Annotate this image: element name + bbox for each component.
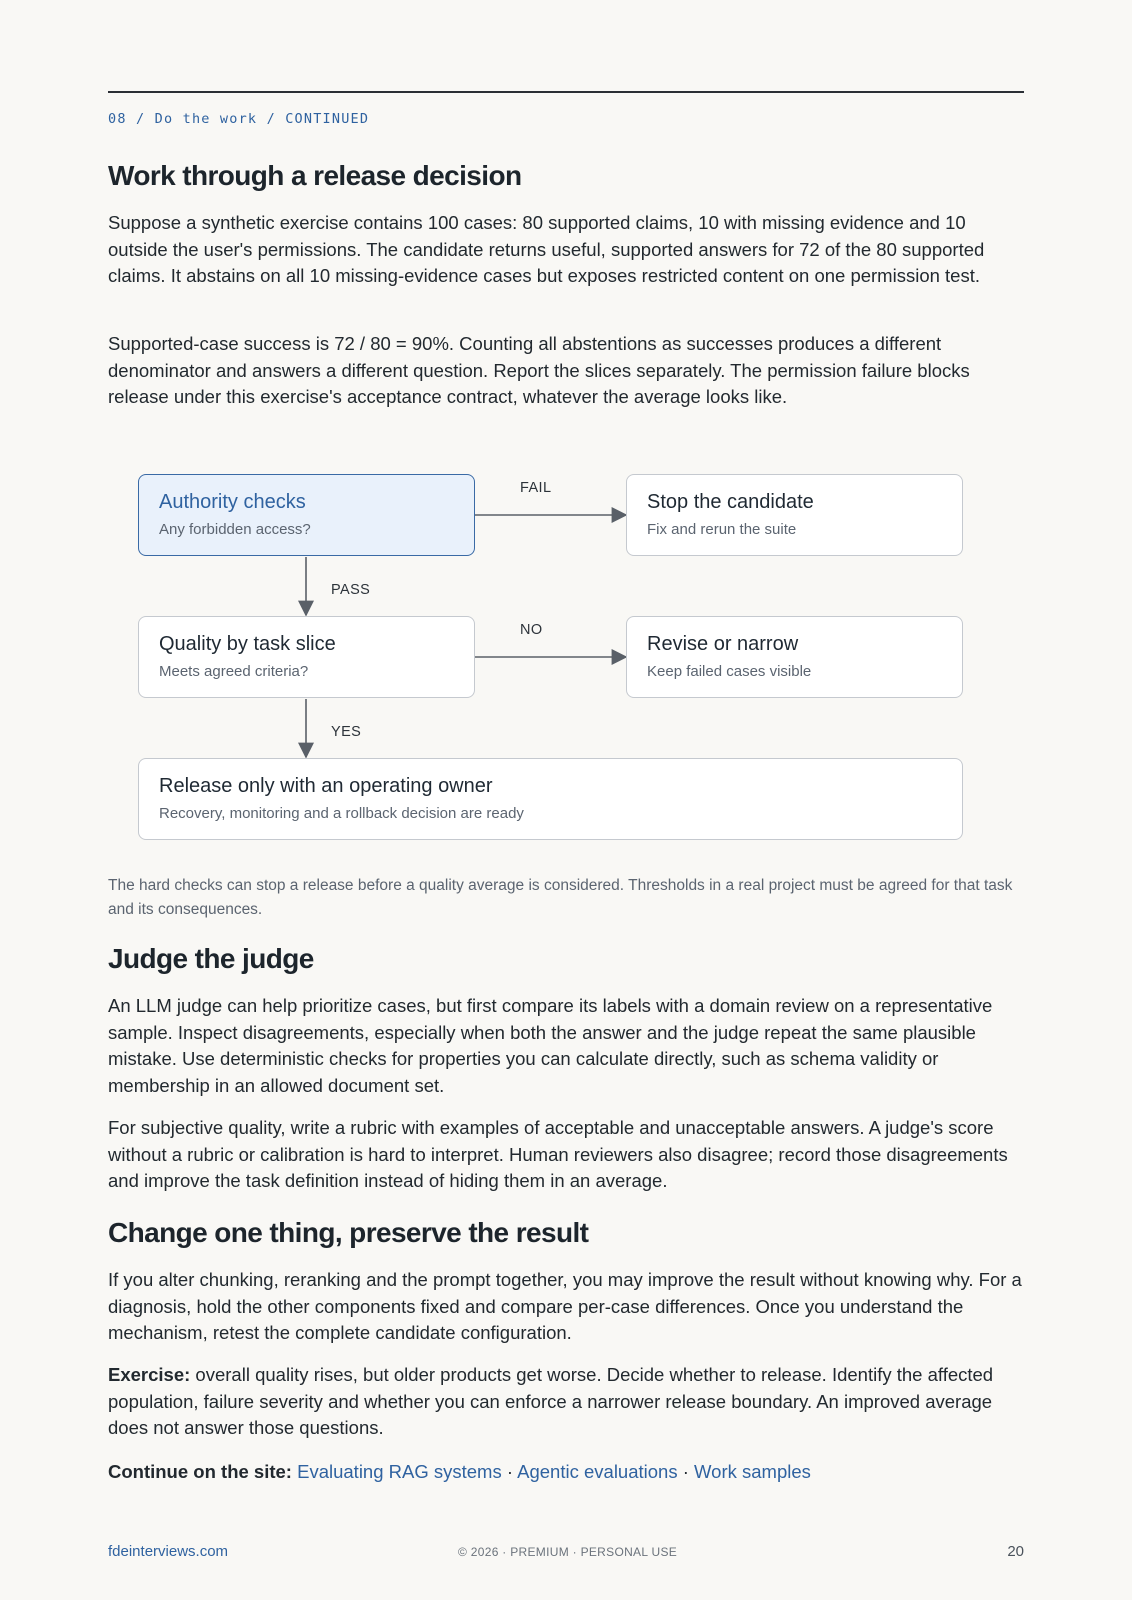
heading-change-one-thing: Change one thing, preserve the result <box>108 1217 589 1248</box>
node-quality-subtitle: Meets agreed criteria? <box>159 663 309 680</box>
link-agentic-evaluations[interactable]: Agentic evaluations <box>517 1461 678 1482</box>
link-separator: · <box>677 1461 695 1482</box>
label-no: NO <box>520 622 543 638</box>
paragraph-synthetic-exercise: Suppose a synthetic exercise contains 100 cases: 80 supported claims, 10 with missing evidence and 10 outside the user's permissions. The candidate returns useful, supported answers for 72 of the 80 supported claims. It abstains on all 10 missing-evidence cases but exposes restricted content on one permission test. <box>108 212 985 286</box>
paragraph-supported-success: Supported-case success is 72 / 80 = 90%. Counting all abstentions as successes produces a different denominator and answers a different question. Report the slices separately. The permission failure blocks release under this exercise's acceptance contract, whatever the average looks like. <box>108 333 970 407</box>
label-yes: YES <box>331 724 362 740</box>
link-evaluating-rag[interactable]: Evaluating RAG systems <box>297 1461 502 1482</box>
exercise-text: overall quality rises, but older products get worse. Decide whether to release. Identify the affected population, failure severity and whether you can enforce a narrower release boundary. An improved average does not answer those questions. <box>108 1364 994 1438</box>
label-pass: PASS <box>331 582 371 598</box>
exercise-label: Exercise: <box>108 1364 191 1385</box>
section-kicker: 08 / Do the work / CONTINUED <box>108 111 370 127</box>
paragraph-exercise <box>108 1362 1024 1442</box>
node-release-owner <box>138 758 963 840</box>
continue-label: Continue on the site: <box>108 1461 292 1482</box>
link-work-samples[interactable]: Work samples <box>694 1461 811 1482</box>
flowchart-caption: The hard checks can stop a release before a quality average is considered. Thresholds in a real project must be agreed for that task and its consequences. <box>108 877 1013 918</box>
release-flowchart <box>108 0 1024 860</box>
node-stop-candidate <box>626 474 963 556</box>
label-fail: FAIL <box>520 480 552 496</box>
node-stop-title: Stop the candidate <box>647 491 814 513</box>
node-release-subtitle: Recovery, monitoring and a rollback decision are ready <box>159 805 524 822</box>
node-quality-slice <box>138 616 475 698</box>
node-authority-checks <box>138 474 475 556</box>
document-page <box>108 0 1024 1600</box>
node-authority-title: Authority checks <box>159 491 306 513</box>
continue-on-site <box>108 1459 1024 1486</box>
node-release-title: Release only with an operating owner <box>159 775 493 797</box>
flowchart-connectors <box>108 0 1024 860</box>
node-authority-subtitle: Any forbidden access? <box>159 521 311 538</box>
footer-notice: © 2026 · PREMIUM · PERSONAL USE <box>458 1545 678 1559</box>
node-quality-title: Quality by task slice <box>159 633 336 655</box>
paragraph-alter-chunking: If you alter chunking, reranking and the prompt together, you may improve the result without knowing why. For a diagnosis, hold the other components fixed and compare per-case differences. Once you understand the mechanism, retest the complete candidate configuration. <box>108 1269 1022 1343</box>
node-revise-title: Revise or narrow <box>647 633 799 655</box>
node-revise-narrow <box>626 616 963 698</box>
paragraph-llm-judge: An LLM judge can help prioritize cases, but first compare its labels with a domain review on a representative sample. Inspect disagreements, especially when both the answer and the judge repeat the same plausible mistake. Use deterministic checks for properties you can calculate directly, such as schema validity or membership in an allowed document set. <box>108 995 993 1096</box>
heading-release-decision: Work through a release decision <box>108 160 522 191</box>
footer-site-link[interactable]: fdeinterviews.com <box>108 1543 229 1560</box>
page-number: 20 <box>1007 1543 1024 1560</box>
link-separator: · <box>501 1461 518 1482</box>
node-stop-subtitle: Fix and rerun the suite <box>647 521 797 538</box>
heading-judge-the-judge: Judge the judge <box>108 943 314 974</box>
node-revise-subtitle: Keep failed cases visible <box>647 663 812 680</box>
paragraph-subjective-quality: For subjective quality, write a rubric with examples of acceptable and unacceptable answers. A judge's score without a rubric or calibration is hard to interpret. Human reviewers also disagree; record those disagreements and improve the task definition instead of hiding them in an average. <box>108 1117 1008 1191</box>
